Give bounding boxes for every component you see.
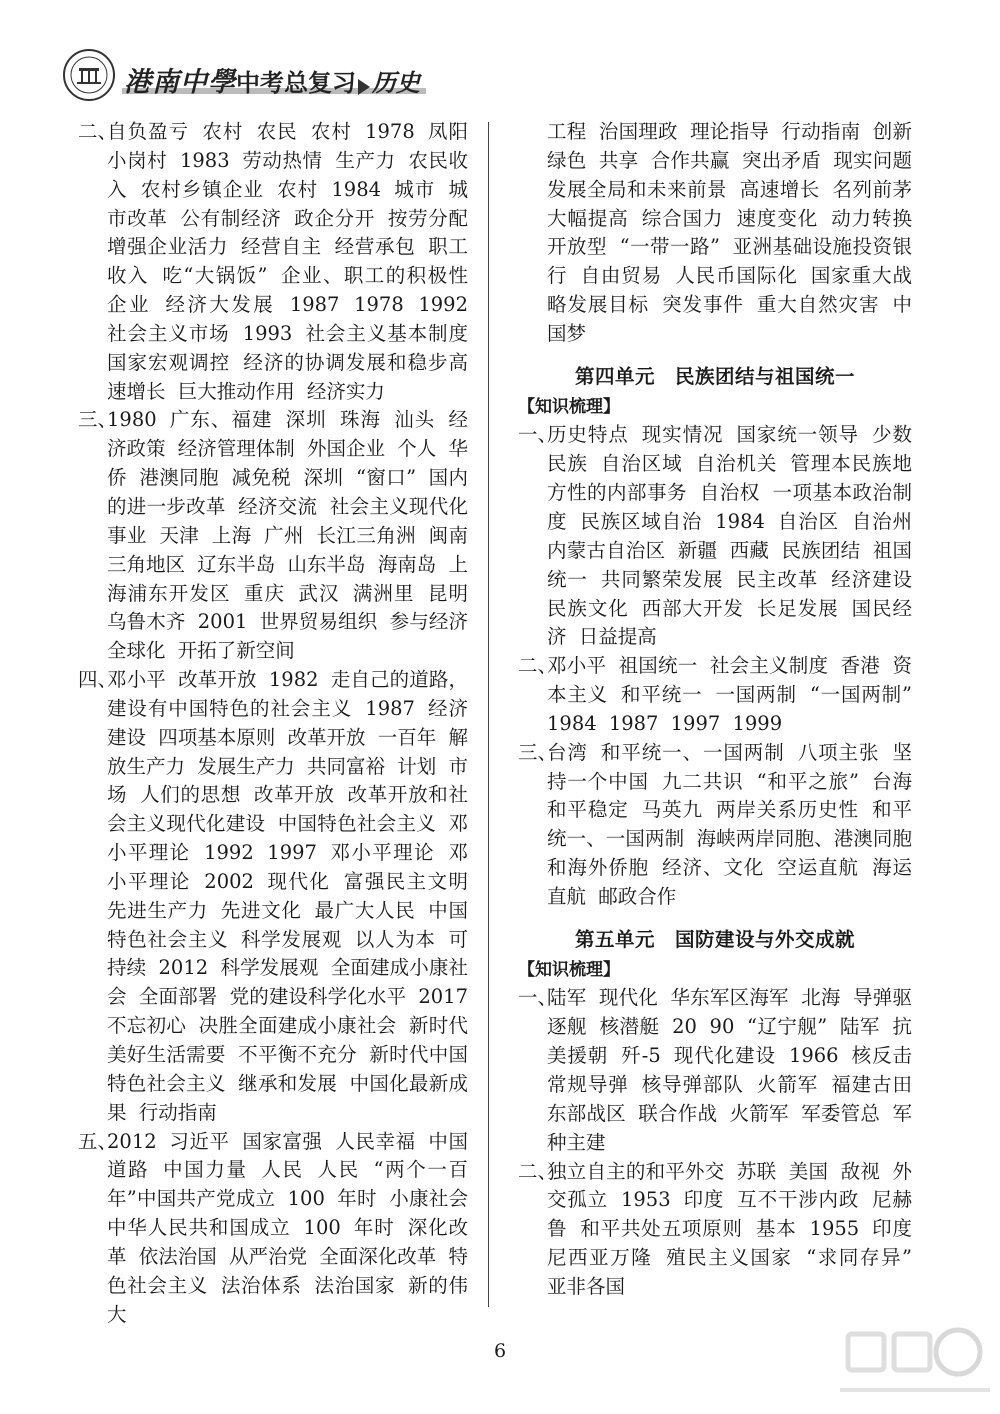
answer-item	[518, 1158, 912, 1302]
item-number: 四、	[78, 668, 118, 692]
brand	[124, 60, 420, 98]
item-number: 五、	[78, 1129, 118, 1153]
item-number: 一、	[518, 986, 558, 1010]
item-number: 二、	[78, 120, 118, 143]
watermark-logo-icon	[830, 1318, 1000, 1414]
item-number: 二、	[518, 654, 558, 678]
answer-item	[518, 984, 912, 1157]
brand-subject: 历史	[372, 68, 420, 97]
answer-item	[78, 666, 468, 1128]
brand-subtitle: 中考总复习	[236, 68, 356, 97]
item-text: 历史特点 现实情况 国家统一领导 少数民族 自治区域 自治机关 管理本民族地方性的内部事务 自治权 一项基本政治制度 民族区域自治 1984 自治区 自治州 内蒙古自治区 新疆 西藏 民族团结 祖国统一 共同繁荣发展 民主改革 经济建设 民族文化 西部大开发 长足发展 国民经济 日益提高	[547, 423, 912, 649]
item-text: 邓小平 改革开放 1982 走自己的道路，建设有中国特色的社会主义 1987 经济建设 四项基本原则 改革开放 一百年 解放生产力 发展生产力 共同富裕 计划 市场 人们的思想 改革开放 改革开放和社会主义现代化建设 中国特色社会主义 邓小平理论 1992 1997 邓小平理论 邓小平理论 2002 现代化 富强民主文明 先进生产力 先进文化 最广大人民 中国特色社会主义 科学发展观 以人为本 可持续 2012 科学发展观 全面建成小康社会 全面部署 党的建设科学化水平 2017 不忘初心 决胜全面建成小康社会 新时代 美好生活需要 不平衡不充分 新时代中国特色社会主义 继承和发展 中国化最新成果 行动指南	[107, 668, 468, 1124]
brand-name: 港南中學	[124, 67, 236, 98]
item-text: 独立自主的和平外交 苏联 美国 敌视 外交孤立 1953 印度 互不干涉内政 尼赫鲁 和平共处五项原则 基本 1955 印度尼西亚万隆 殖民主义国家 “求同存异” 亚非各国	[547, 1159, 912, 1298]
section-tag: 【知识梳理】	[518, 959, 620, 980]
item-text: 2012 习近平 国家富强 人民幸福 中国道路 中国力量 人民 人民 “两个一百年”中国共产党成立 100 年时 小康社会 中华人民共和国成立 100 年时 深化改革 依法治国 从严治党 全面深化改革 特色社会主义 法治体系 法治国家 新的伟大	[107, 1129, 468, 1326]
section-tag: 【知识梳理】	[518, 396, 620, 417]
arrow-icon	[358, 79, 370, 95]
answer-item	[78, 118, 468, 406]
unit-title: 第五单元 国防建设与外交成就	[574, 927, 855, 951]
continuation-text	[518, 118, 912, 349]
unit-title: 第四单元 民族团结与祖国统一	[574, 364, 855, 388]
answer-item	[518, 421, 912, 652]
item-number: 二、	[518, 1159, 558, 1183]
item-text: 邓小平 祖国统一 社会主义制度 香港 资本主义 和平统一 一国两制 “一国两制” 1984 1987 1997 1999	[547, 654, 912, 735]
item-number: 三、	[518, 740, 558, 764]
item-number: 三、	[78, 408, 118, 432]
page-number: 6	[493, 1340, 507, 1362]
answer-item	[518, 739, 912, 912]
answer-item	[78, 406, 468, 666]
item-text: 工程 治国理政 理论指导 行动指南 创新 绿色 共享 合作共赢 突出矛盾 现实问题 发展全局和未来前景 高速增长 名列前茅 大幅提高 综合国力 速度变化 动力转换 开放型 “一带一路” 亚洲基础设施投资银行 自由贸易 人民币国际化 国家重大战略发展目标 突发事件 重大自然灾害 中国梦	[547, 120, 912, 345]
item-number: 一、	[518, 423, 558, 447]
answer-item	[78, 1128, 468, 1330]
item-text: 自负盈亏 农村 农民 农村 1978 凤阳小岗村 1983 劳动热情 生产力 农民收入 农村乡镇企业 农村 1984 城市 城市改革 公有制经济 政企分开 按劳分配 增强企业活力 经营自主 经营承包 职工收入 吃“大锅饭” 企业、职工的积极性 企业 经济大发展 1987 1978 1992 社会主义市场 1993 社会主义基本制度 国家宏观调控 经济的协调发展和稳步高速增长 巨大推动作用 经济实力	[107, 120, 468, 403]
school-seal-icon	[62, 48, 116, 102]
column-divider	[488, 122, 489, 1307]
answer-item	[518, 652, 912, 739]
item-text: 台湾 和平统一、一国两制 八项主张 坚持一个中国 九二共识 “和平之旅” 台海和平稳定 马英九 两岸关系历史性 和平统一、一国两制 海峡两岸同胞、港澳同胞和海外侨胞 经济、文化 空运直航 海运直航 邮政合作	[547, 740, 912, 908]
page-header	[62, 48, 422, 104]
right-column	[518, 118, 912, 1302]
item-text: 1980 广东、福建 深圳 珠海 汕头 经济政策 经济管理体制 外国企业 个人 华侨 港澳同胞 减免税 深圳 “窗口” 国内的进一步改革 经济交流 社会主义现代化事业 天津 上海 广州 长江三角洲 闽南三角地区 辽东半岛 山东半岛 海南岛 上海浦东开发区 重庆 武汉 满洲里 昆明 乌鲁木齐 2001 世界贸易组织 参与经济全球化 开拓了新空间	[107, 408, 468, 663]
item-text: 陆军 现代化 华东军区海军 北海 导弹驱逐舰 核潜艇 20 90 “辽宁舰” 陆军 抗美援朝 歼-5 现代化建设 1966 核反击 常规导弹 核导弹部队 火箭军 福建古田 东部战区 联合作战 火箭军 军委管总 军种主建	[547, 986, 912, 1154]
left-column	[78, 118, 468, 1329]
